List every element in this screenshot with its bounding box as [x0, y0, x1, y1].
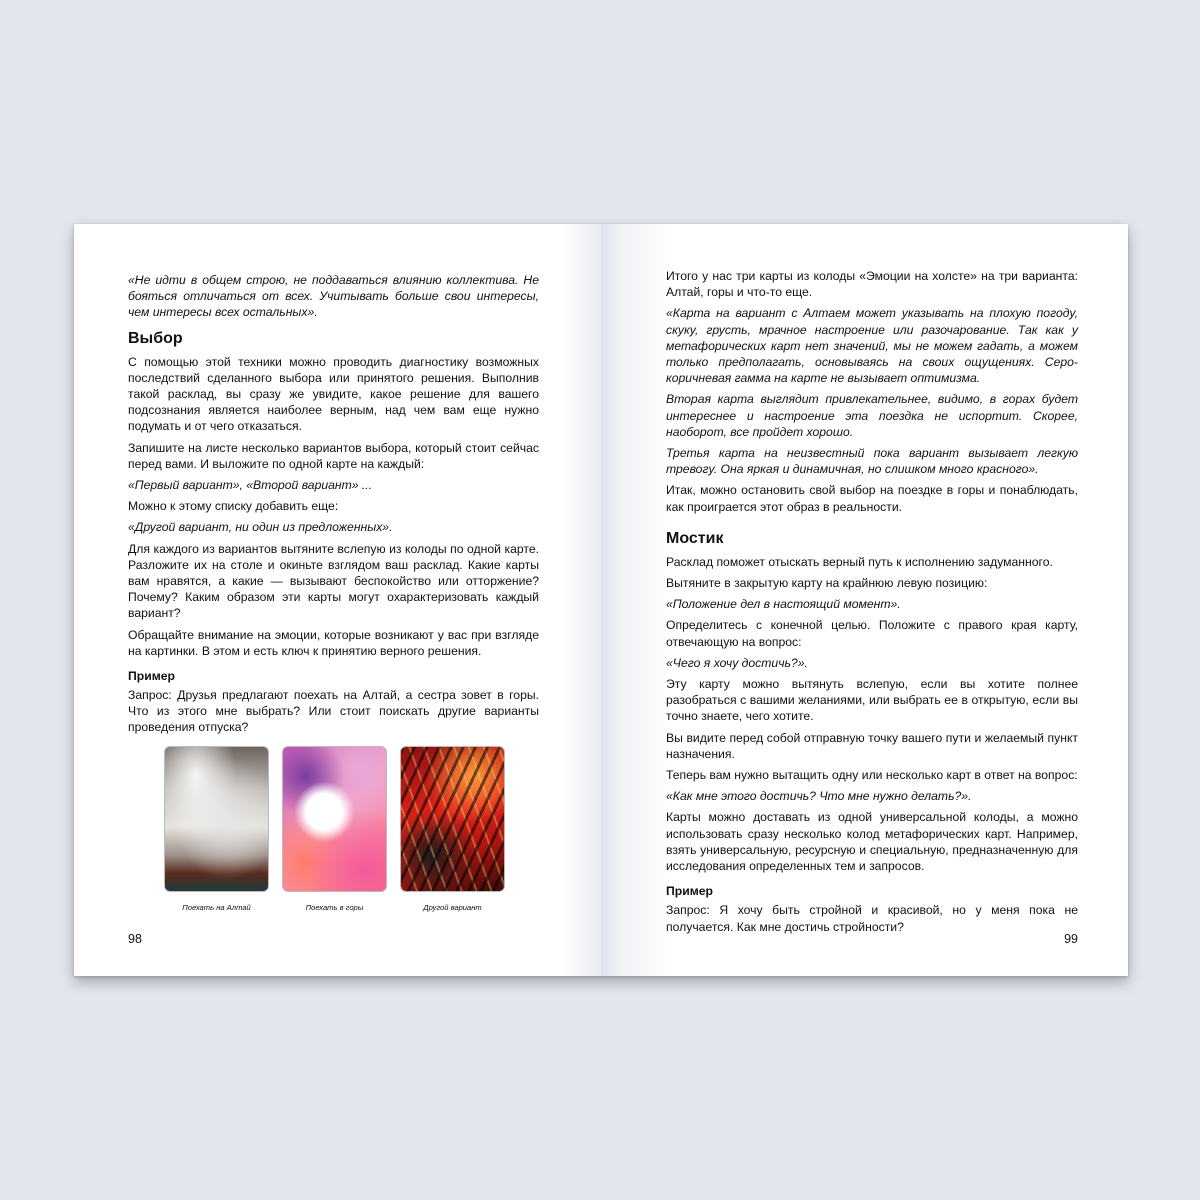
card-altai	[165, 746, 268, 912]
paragraph: Обращайте внимание на эмоции, которые возникают у вас при взгляде на картинки. В этом и есть ключ к принятию верного решения.	[128, 627, 539, 658]
paragraph: «Положение дел в настоящий момент».	[666, 597, 901, 612]
paragraph: Вытяните в закрытую карту на крайнюю левую позицию:	[666, 576, 988, 591]
paragraph: Итого у нас три карты из колоды «Эмоции на холсте» на три варианта: Алтай, горы и что-то еще.	[666, 269, 1078, 300]
paragraph: Вторая карта выглядит привлекательнее, видимо, в горах будет интереснее и настроение эта поездка не испортит. Скорее, наоборот, все пройдет хорошо.	[666, 392, 1078, 439]
page-number: 98	[128, 932, 142, 946]
paragraph: Можно к этому списку добавить еще:	[128, 499, 339, 514]
paragraph: Третья карта на неизвестный пока вариант вызывает легкую тревогу. Она яркая и динамичная, но слишком много красного».	[666, 446, 1078, 477]
card-caption: Поехать на Алтай	[182, 902, 251, 912]
paragraph: «Первый вариант», «Второй вариант» ...	[128, 478, 373, 493]
paragraph: Определитесь с конечной целью. Положите с правого края карту, отвечающую на вопрос:	[666, 618, 1078, 649]
card-image-red-abstract	[400, 746, 505, 892]
card-image-pink-abstract	[282, 746, 387, 892]
paragraph: Запрос: Друзья предлагают поехать на Алтай, а сестра зовет в горы. Что из этого мне выбрать? Или стоит поискать другие варианты проведения отпуска?	[128, 688, 539, 735]
book-spread	[74, 224, 1128, 976]
paragraph: Запишите на листе несколько вариантов выбора, который стоит сейчас перед вами. И выложите по одной карте на каждый:	[128, 440, 539, 471]
paragraph: Эту карту можно вытянуть вслепую, если вы хотите полнее разобраться с вашими желаниями, или выбрать ее в открытую, если вы точно знаете, чего хотите.	[666, 677, 1078, 724]
example-heading: Пример	[128, 669, 175, 684]
quote-paragraph: «Не идти в общем строю, не поддаваться влиянию коллектива. Не бояться отличаться от всех. Учитывать больше свои интересы, чем интересы всех остальных».	[128, 273, 539, 320]
section-heading-bridge: Мостик	[666, 529, 724, 547]
paragraph: Расклад поможет отыскать верный путь к исполнению задуманного.	[666, 554, 1053, 569]
left-page	[74, 224, 601, 976]
paragraph: «Другой вариант, ни один из предложенных».	[128, 520, 393, 535]
paragraph: «Как мне этого достичь? Что мне нужно делать?».	[666, 789, 972, 804]
paragraph: Карты можно доставать из одной универсальной колоды, а можно использовать сразу несколько колод метафорических карт. Например, взять универсальную, ресурсную и специальную, предназначенную для исследования определенных тем и запросов.	[666, 810, 1078, 874]
paragraph: «Карта на вариант с Алтаем может указывать на плохую погоду, скуку, грусть, мрачное настроение или разочарование. Так как у метафорических карт нет значений, мы не можем гадать, а можем только предполагать, основываясь на своих ощущениях. Серо-коричневая гамма на карте не вызывает оптимизма.	[666, 306, 1078, 386]
paragraph: Итак, можно остановить свой выбор на поездке в горы и понаблюдать, как проиграется этот образ в реальности.	[666, 483, 1078, 514]
card-other	[401, 746, 504, 912]
card-caption: Другой вариант	[423, 902, 482, 912]
right-page	[601, 224, 1128, 976]
page-number: 99	[1064, 932, 1078, 946]
paragraph: «Чего я хочу достичь?».	[666, 655, 808, 670]
paragraph: Вы видите перед собой отправную точку вашего пути и желаемый пункт назначения.	[666, 730, 1078, 761]
paragraph: Теперь вам нужно вытащить одну или несколько карт в ответ на вопрос:	[666, 768, 1078, 783]
paragraph: С помощью этой техники можно проводить диагностику возможных последствий сделанного выбора или принятого решения. Выполнив такой расклад, вы сразу же увидите, какое решение для вашего подсознания является наиболее верным, над чем вам еще нужно подумать и от чего отказаться.	[128, 354, 539, 434]
paragraph: Для каждого из вариантов вытяните вслепую из колоды по одной карте. Разложите их на столе и окиньте взглядом ваш расклад. Какие карты вам нравятся, а какие — вызывают беспокойство или отторжение? Почему? Каким образом эти карты могут охарактеризовать каждый вариант?	[128, 541, 539, 621]
card-caption: Поехать в горы	[305, 902, 364, 912]
section-heading-choice: Выбор	[128, 329, 183, 347]
paragraph: Запрос: Я хочу быть стройной и красивой, но у меня пока не получается. Как мне достичь стройности?	[666, 903, 1078, 934]
example-heading: Пример	[666, 884, 713, 899]
card-image-gray-abstract	[164, 746, 269, 892]
card-illustrations	[165, 746, 539, 912]
card-mountains	[283, 746, 386, 912]
